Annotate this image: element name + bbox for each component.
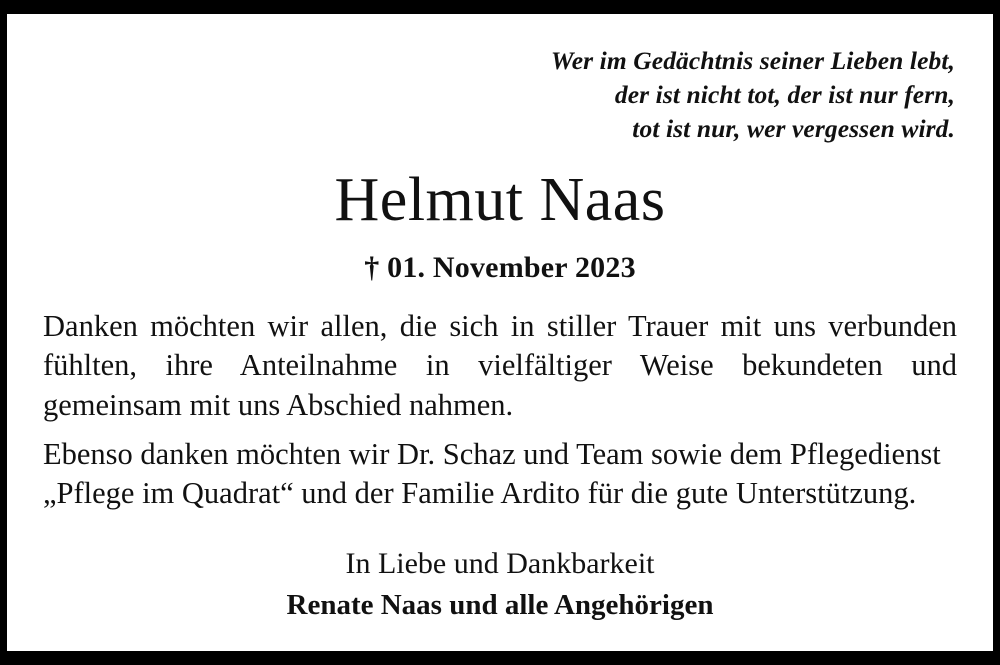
obituary-content: [7, 14, 993, 651]
border-left: [0, 0, 7, 665]
thanks-paragraph-1: Danken möchten wir allen, die sich in stiller Trauer mit uns verbunden fühlten, ihre Anteilnahme in vielfältiger Weise bekundeten und gemeinsam mit uns Abschied nahmen.: [43, 308, 957, 422]
verse-line-1: Wer im Gedächtnis seiner Lieben lebt,: [550, 46, 955, 75]
verse-line-2: der ist nicht tot, der ist nur fern,: [614, 79, 955, 109]
closing-block: [43, 544, 957, 625]
death-date: † 01. November 2023: [364, 250, 636, 284]
memorial-verse: [43, 44, 955, 146]
deceased-name: Helmut Naas: [334, 165, 666, 234]
border-top: [0, 0, 1000, 14]
border-bottom: [0, 651, 1000, 665]
border-right: [993, 0, 1000, 665]
thanks-paragraph-2: Ebenso danken möchten wir Dr. Schaz und Team sowie dem Pflegedienst „Pflege im Quadrat“ und der Familie Ardito für die gute Unterstützung.: [43, 436, 941, 511]
closing-line-1: In Liebe und Dankbarkeit: [345, 546, 655, 580]
verse-line-3: tot ist nur, wer vergessen wird.: [632, 113, 955, 143]
closing-line-2: Renate Naas und alle Angehörigen: [286, 588, 714, 621]
